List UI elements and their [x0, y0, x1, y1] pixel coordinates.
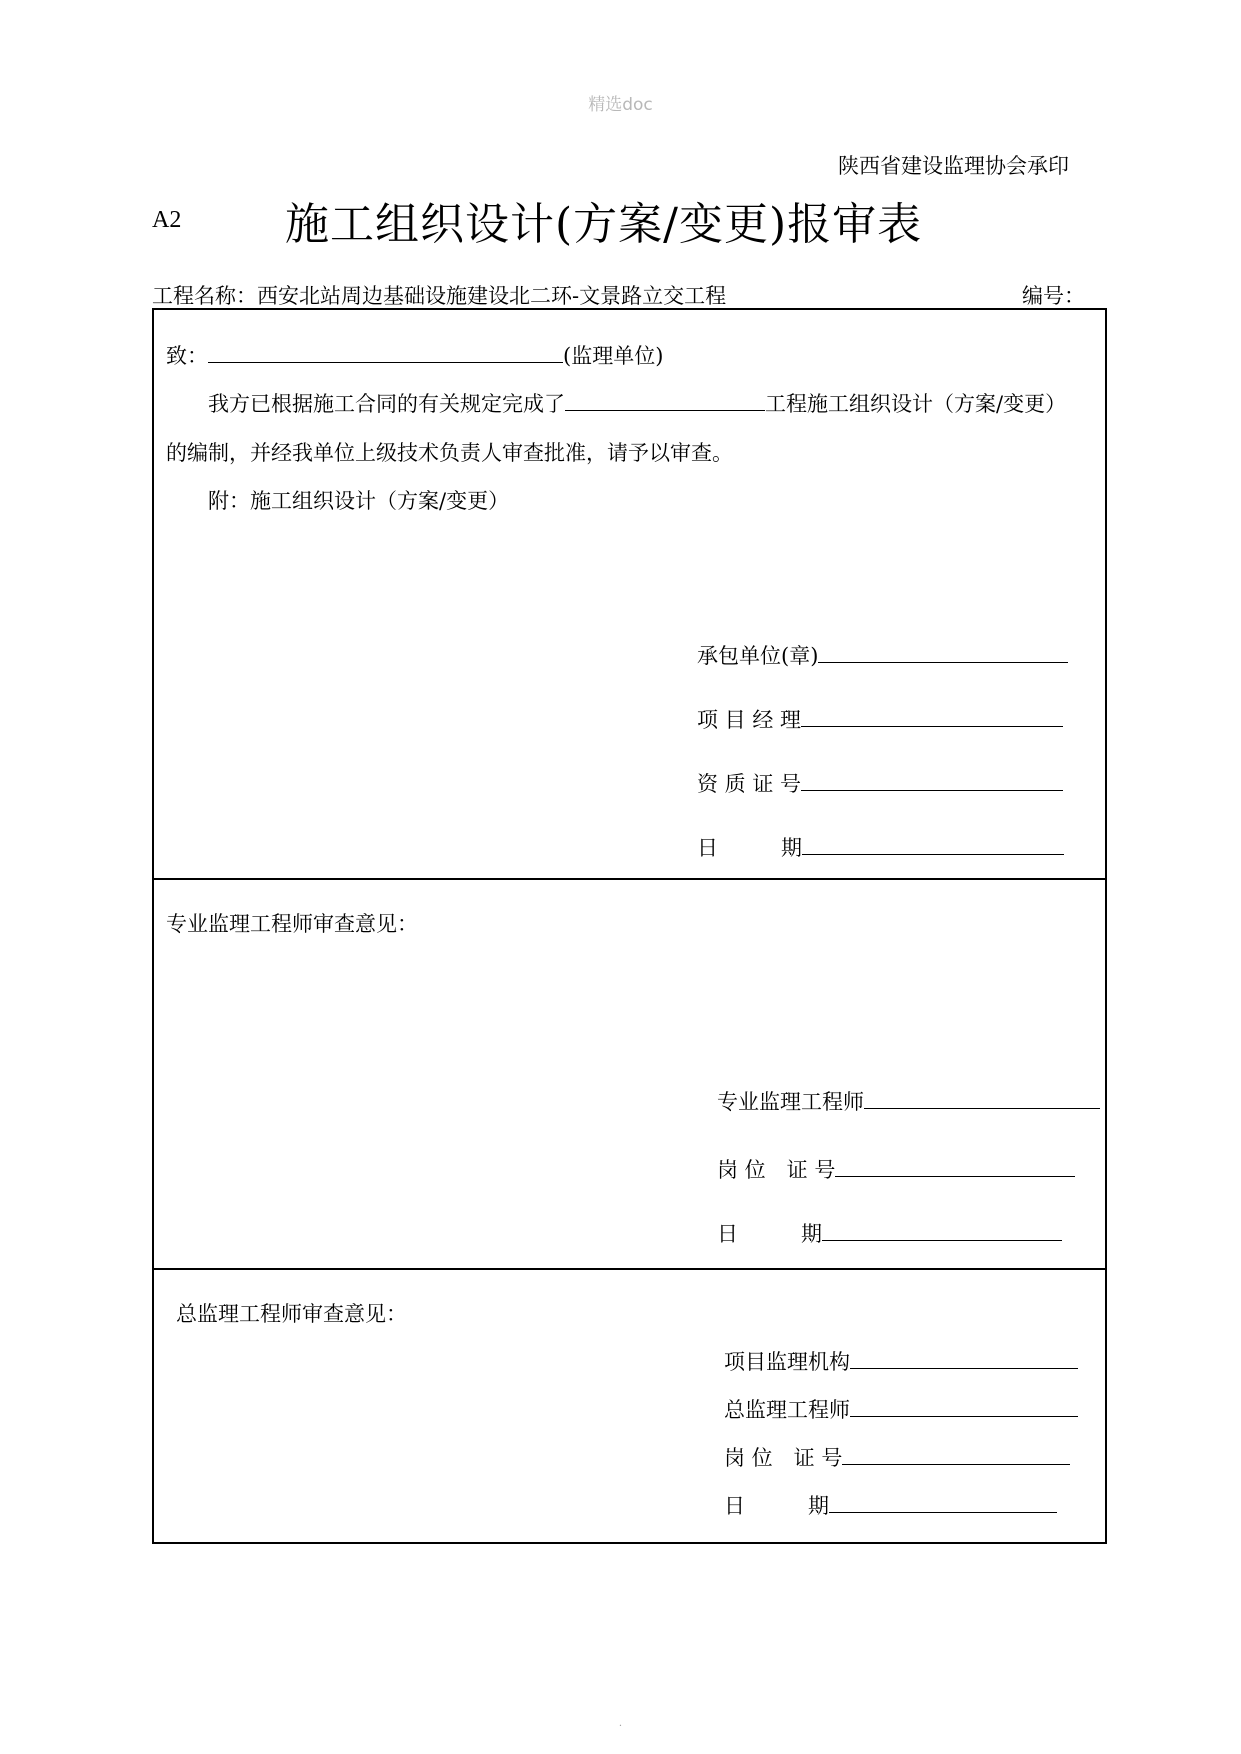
agency-row [724, 1346, 1078, 1376]
agency-field[interactable] [850, 1346, 1078, 1369]
to-label: 致： [166, 344, 208, 368]
contractor-signature-row [697, 640, 1068, 670]
manager-label: 项 目 经 理 [697, 708, 802, 732]
footer-mark: . [618, 1718, 623, 1729]
manager-field[interactable] [801, 704, 1063, 727]
chief-label: 总监理工程师 [724, 1398, 850, 1422]
engineer-signature-row [717, 1086, 1100, 1116]
contractor-label: 承包单位(章) [697, 644, 819, 668]
chief-heading: 总监理工程师审查意见： [176, 1302, 407, 1326]
contractor-field[interactable] [818, 640, 1068, 663]
contractor-date-field[interactable] [802, 832, 1064, 855]
date-label: 日 期 [724, 1494, 829, 1518]
specialist-review-section [154, 878, 1105, 1270]
publisher-note: 陕西省建设监理协会承印 [838, 154, 1069, 178]
addressee-row [166, 340, 663, 370]
engineer-cert-field[interactable] [835, 1154, 1075, 1177]
chief-engineer-field[interactable] [850, 1394, 1078, 1417]
body-line-2: 的编制，并经我单位上级技术负责人审查批准，请予以审查。 [166, 441, 733, 465]
form-code: A2 [152, 207, 182, 233]
engineer-label: 专业监理工程师 [717, 1090, 864, 1114]
chief-cert-row [724, 1442, 1070, 1472]
qualification-field[interactable] [801, 768, 1063, 791]
supervision-unit-field[interactable] [208, 340, 563, 363]
post-cert-label: 岗 位 证 号 [717, 1158, 836, 1182]
review-form [152, 308, 1107, 1544]
specialist-heading: 专业监理工程师审查意见： [166, 912, 418, 936]
engineer-date-field[interactable] [822, 1218, 1062, 1241]
manager-signature-row [697, 704, 1063, 734]
project-name-row [152, 280, 726, 310]
engineer-cert-row [717, 1154, 1075, 1184]
agency-label: 项目监理机构 [724, 1350, 850, 1374]
attachment-note: 附：施工组织设计（方案/变更） [208, 489, 510, 513]
chief-review-section [154, 1268, 1105, 1542]
contractor-submission-section [154, 310, 1105, 880]
contractor-date-row [697, 832, 1064, 862]
body-prefix: 我方已根据施工合同的有关规定完成了 [208, 392, 565, 416]
body-suffix: 工程施工组织设计（方案/变更） [765, 392, 1067, 416]
engineer-field[interactable] [864, 1086, 1100, 1109]
date-label: 日 期 [717, 1222, 822, 1246]
date-label: 日 期 [697, 836, 802, 860]
chief-engineer-row [724, 1394, 1078, 1424]
engineer-date-row [717, 1218, 1062, 1248]
qualification-row [697, 768, 1063, 798]
project-blank-field[interactable] [565, 388, 765, 411]
chief-cert-field[interactable] [842, 1442, 1070, 1465]
body-line-1 [208, 388, 1066, 418]
form-title: 施工组织设计(方案/变更)报审表 [285, 199, 923, 250]
qualification-label: 资 质 证 号 [697, 772, 802, 796]
watermark: 精选doc [588, 95, 653, 115]
post-cert-label: 岗 位 证 号 [724, 1446, 843, 1470]
chief-date-field[interactable] [829, 1490, 1057, 1513]
serial-number-label: 编号： [1022, 284, 1085, 308]
to-suffix: (监理单位) [563, 344, 664, 368]
project-label: 工程名称： [152, 284, 257, 308]
project-name: 西安北站周边基础设施建设北二环-文景路立交工程 [257, 284, 727, 308]
chief-date-row [724, 1490, 1057, 1520]
